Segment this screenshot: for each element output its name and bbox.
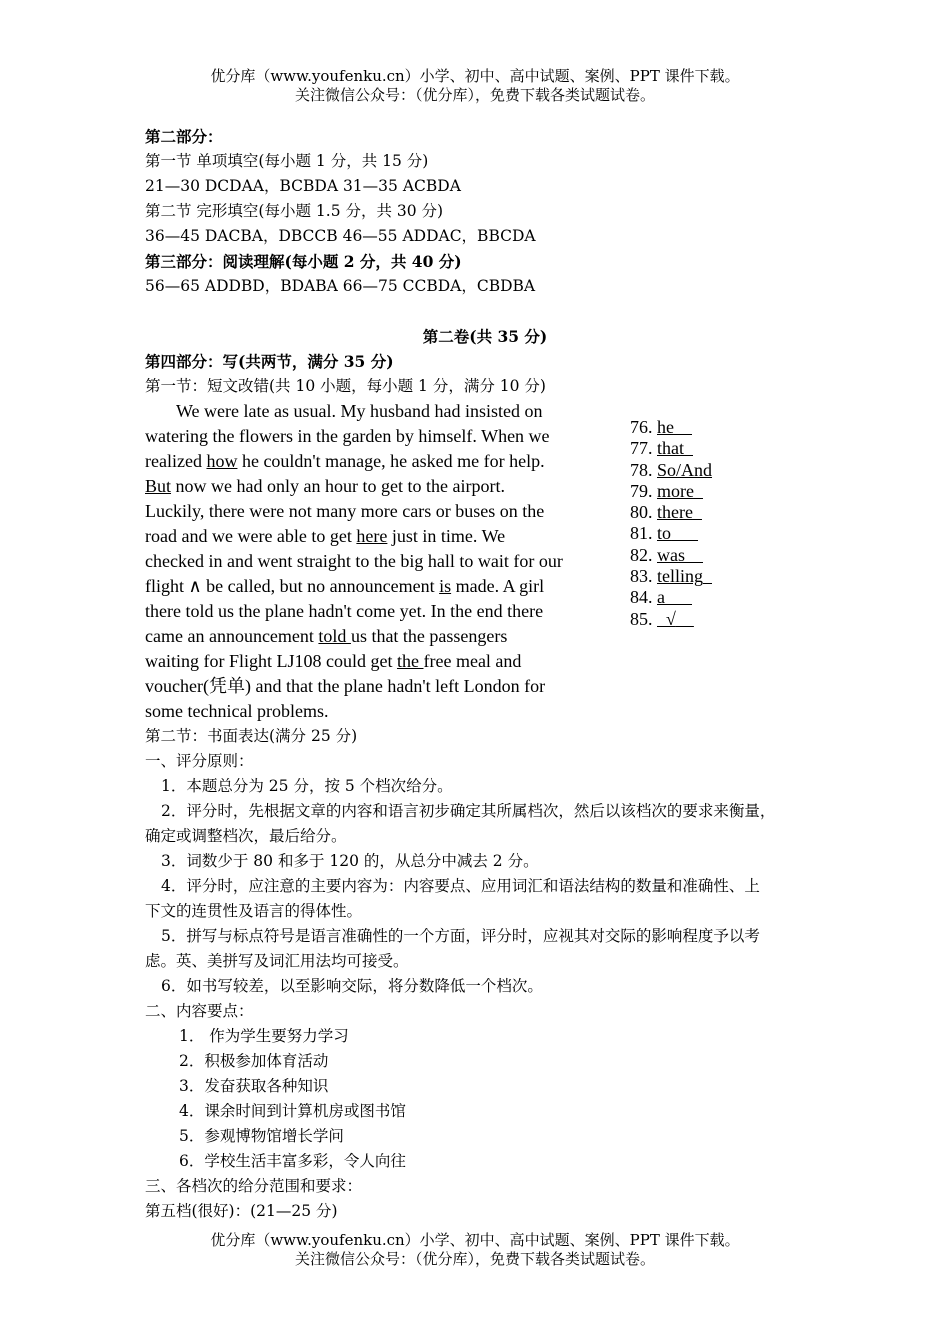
principle-item-cont: 下文的连贯性及语言的得体性。 — [145, 902, 363, 920]
spacer — [145, 299, 825, 324]
part2-sec1-title: 第一节 单项填空(每小题 1 分，共 15 分) — [145, 152, 429, 170]
principle-item: 4．评分时，应注意的主要内容为：内容要点、应用词汇和语法结构的数量和准确性、上 — [161, 877, 760, 895]
page-footer — [0, 1231, 950, 1269]
content-point: 2．积极参加体育活动 — [179, 1052, 329, 1070]
level-5: 第五档(很好)：(21—25 分) — [145, 1202, 338, 1220]
correction-answer-list — [630, 417, 712, 630]
principle-item: 6．如书写较差，以至影响交际，将分数降低一个档次。 — [161, 977, 543, 995]
marked-word: the — [396, 651, 424, 671]
passage-line: watering the flowers in the garden by himself. When we — [145, 426, 550, 446]
principle-item: 5．拼写与标点符号是语言准确性的一个方面，评分时，应视其对交际的影响程度予以考 — [161, 927, 760, 945]
part3-answers: 56—65 ADDBD，BDABA 66—75 CCBDA，CBDBA — [145, 277, 536, 295]
part2-sec1-answers: 21—30 DCDAA，BCBDA 31—35 ACBDA — [145, 177, 461, 195]
passage-line: But now we had only an hour to get to the airport. — [145, 476, 505, 496]
answer-blank: more — [657, 480, 694, 501]
answer-item: 78. So/And — [630, 459, 713, 480]
answer-item: 81. to — [630, 523, 672, 544]
error-correction-passage — [145, 399, 595, 724]
answer-item: 76. he — [630, 417, 674, 437]
answer-item: 77. that — [630, 438, 684, 459]
content-point: 3．发奋获取各种知识 — [179, 1077, 329, 1095]
passage-line: came an announcement told us that the passengers — [145, 626, 508, 646]
answer-blank: he — [657, 417, 674, 437]
answer-blank: telling — [657, 566, 703, 587]
answer-item: 83. telling — [630, 566, 703, 587]
answer-item: 84. a — [630, 587, 665, 608]
answer-key-content — [145, 124, 825, 1224]
marked-word: told — [318, 626, 351, 646]
volume2-title: 第二卷(共 35 分) — [422, 327, 548, 346]
answer-blank: a — [657, 587, 665, 608]
principle-item: 1．本题总分为 25 分，按 5 个档次给分。 — [161, 777, 453, 795]
points-title: 二、内容要点： — [145, 1002, 254, 1020]
answer-item: 79. more — [630, 480, 694, 501]
principles-title: 一、评分原则： — [145, 752, 254, 770]
header-line-1: 优分库（www.youfenku.cn）小学、初中、高中试题、案例、PPT 课件下载。 — [210, 67, 740, 85]
answer-blank: was — [657, 544, 685, 565]
marked-word: But — [145, 476, 172, 496]
part4-title: 第四部分：写(共两节，满分 35 分) — [145, 352, 394, 371]
part2-title: 第二部分： — [145, 127, 223, 146]
answer-blank: So/And — [657, 459, 713, 480]
principle-item-cont: 确定或调整档次，最后给分。 — [145, 827, 347, 845]
content-point: 6．学校生活丰富多彩，令人向往 — [179, 1152, 406, 1170]
page-header — [0, 67, 950, 105]
part4-sec1-title: 第一节：短文改错(共 10 小题，每小题 1 分，满分 10 分) — [145, 377, 546, 395]
passage-line: voucher(凭单) and that the plane hadn't left London for — [145, 676, 546, 696]
answer-blank: √ — [666, 608, 676, 629]
passage-line: some technical problems. — [145, 701, 329, 721]
answer-item: 82. was — [630, 544, 685, 565]
principle-item-cont: 虑。英、美拼写及词汇用法均可接受。 — [145, 952, 409, 970]
content-point: 5．参观博物馆增长学问 — [179, 1127, 344, 1145]
header-line-2: 关注微信公众号：（优分库），免费下载各类试题试卷。 — [294, 86, 655, 104]
content-point: 1． 作为学生要努力学习 — [179, 1027, 349, 1045]
passage-line: realized how he couldn't manage, he asked me for help. — [145, 451, 545, 471]
passage-line: We were late as usual. My husband had insisted on — [176, 401, 543, 421]
passage-line: Luckily, there were not many more cars or buses on the — [145, 501, 545, 521]
marked-word: is — [439, 576, 452, 596]
passage-line: there told us the plane hadn't come yet. In the end there — [145, 601, 544, 621]
passage-line: road and we were able to get here just in time. We — [145, 526, 506, 546]
answer-blank: to — [657, 523, 672, 544]
footer-line-1: 优分库（www.youfenku.cn）小学、初中、高中试题、案例、PPT 课件下载。 — [210, 1231, 740, 1249]
passage-line: flight ∧ be called, but no announcement is made. A girl — [145, 576, 545, 596]
part3-title: 第三部分：阅读理解(每小题 2 分，共 40 分) — [145, 252, 462, 271]
part2-sec2-answers: 36—45 DACBA，DBCCB 46—55 ADDAC，BBCDA — [145, 227, 536, 245]
principle-item: 3．词数少于 80 和多于 120 的，从总分中减去 2 分。 — [161, 852, 539, 870]
content-point: 4．课余时间到计算机房或图书馆 — [179, 1102, 406, 1120]
part2-sec2-title: 第二节 完形填空(每小题 1.5 分，共 30 分) — [145, 202, 444, 220]
answer-item: 85. √ — [630, 608, 676, 629]
levels-title: 三、各档次的给分范围和要求： — [145, 1177, 363, 1195]
sec2-title: 第二节：书面表达(满分 25 分) — [145, 727, 358, 745]
answer-item: 80. there — [630, 502, 693, 523]
footer-line-2: 关注微信公众号：（优分库），免费下载各类试题试卷。 — [294, 1250, 655, 1268]
passage-line: checked in and went straight to the big hall to wait for our — [145, 551, 563, 571]
passage-line: waiting for Flight LJ108 could get the free meal and — [145, 651, 522, 671]
principle-item: 2．评分时，先根据文章的内容和语言初步确定其所属档次，然后以该档次的要求来衡量， — [161, 802, 776, 820]
answer-blank: that — [657, 438, 684, 459]
answer-blank: there — [657, 502, 693, 523]
marked-word: here — [356, 526, 388, 546]
marked-word: how — [206, 451, 238, 471]
